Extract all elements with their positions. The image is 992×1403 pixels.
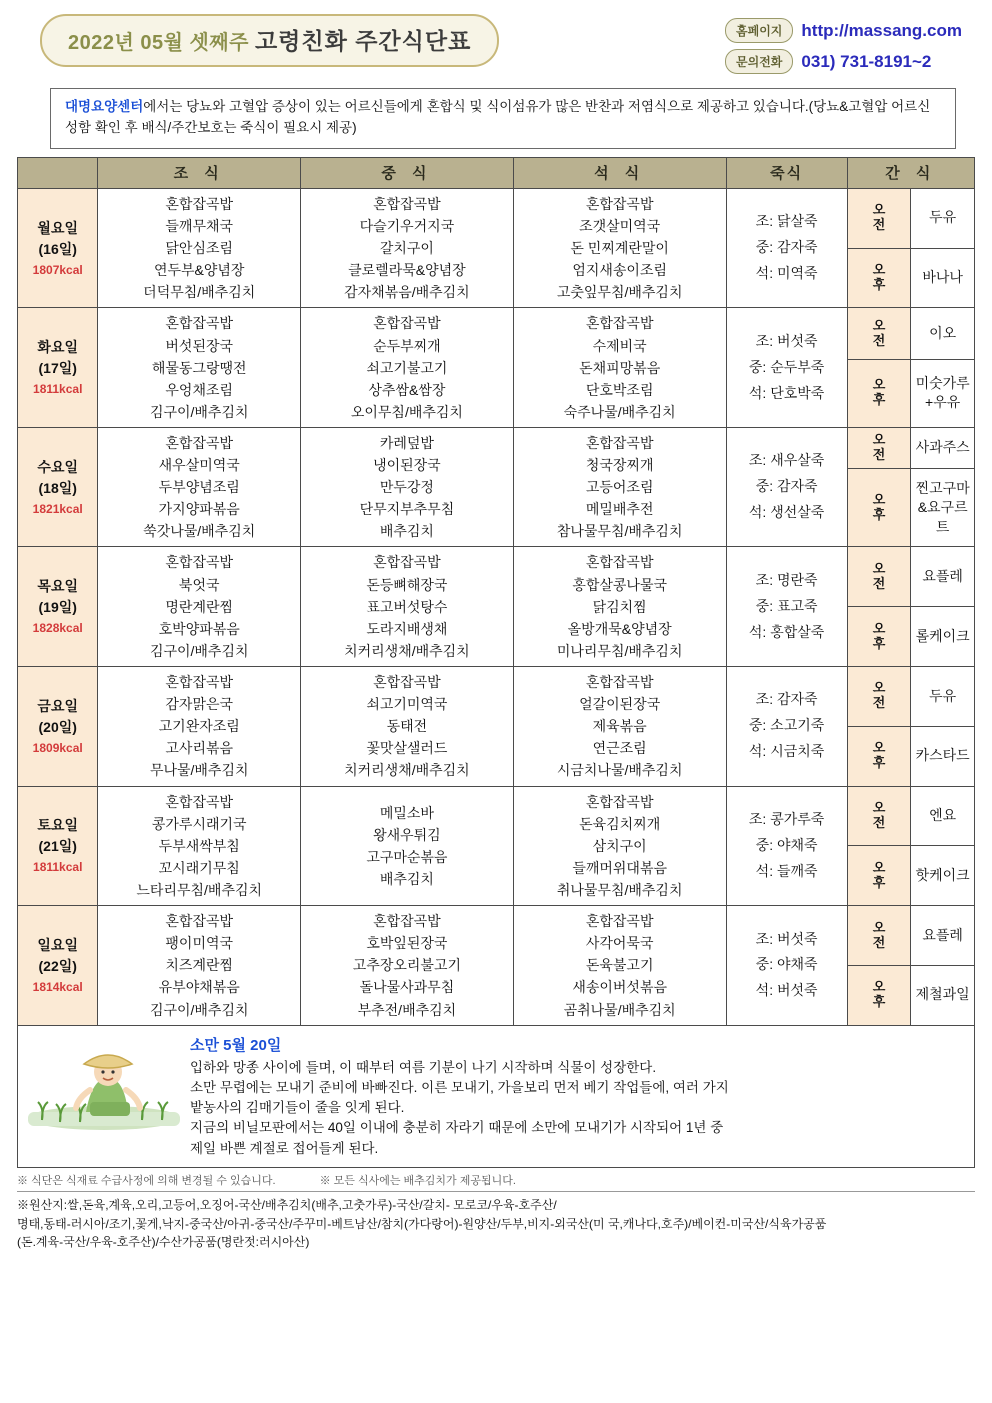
dinner-cell xyxy=(513,547,726,667)
table-row xyxy=(18,427,975,468)
contact-block xyxy=(725,18,962,80)
menu-item: 만두강정 xyxy=(379,479,434,496)
menu-item: 혼합잡곡밥 xyxy=(165,434,234,451)
homepage-line xyxy=(725,18,962,43)
table-row xyxy=(18,906,975,966)
menu-item: 느타리무침/배추김치 xyxy=(136,882,263,899)
notice-facility-name: 대명요양센터 xyxy=(65,99,144,114)
menu-item: 상추쌈&쌈장 xyxy=(368,381,446,398)
day-cell xyxy=(18,667,98,787)
snack-period-pm: 오 후 xyxy=(847,469,911,547)
snack-item: 두유 xyxy=(929,687,957,704)
header-day xyxy=(18,157,98,188)
day-cell xyxy=(18,427,98,547)
porridge-item: 중: 표고죽 xyxy=(755,597,818,614)
snack-pm-cell xyxy=(911,607,975,667)
menu-item: 김구이/배추김치 xyxy=(149,403,249,420)
porridge-item: 조: 버섯죽 xyxy=(755,930,818,947)
phone-label: 문의전화 xyxy=(725,49,793,74)
snack-pm-cell xyxy=(911,359,975,427)
day-date: (17일) xyxy=(38,360,77,377)
day-cell xyxy=(18,906,98,1026)
season-box xyxy=(17,1026,975,1168)
menu-item: 쑥갓나물/배추김치 xyxy=(143,523,256,540)
menu-item: 감자채볶음/배추김치 xyxy=(344,284,470,301)
snack-period-am: 오 전 xyxy=(847,547,911,607)
menu-item: 돈육불고기 xyxy=(585,957,654,974)
menu-item: 갈치구이 xyxy=(379,240,434,257)
dinner-cell xyxy=(513,188,726,308)
lunch-cell xyxy=(301,308,514,428)
menu-item: 더덕무침/배추김치 xyxy=(143,284,256,301)
menu-item: 냉이된장국 xyxy=(373,457,441,474)
day-kcal: 1828kcal xyxy=(32,621,83,636)
porridge-item: 석: 시금치죽 xyxy=(748,743,825,760)
porridge-item: 중: 감자죽 xyxy=(755,239,818,256)
header-porridge: 죽식 xyxy=(726,157,847,188)
snack-period-pm: 오 후 xyxy=(847,965,911,1025)
breakfast-cell xyxy=(98,188,301,308)
table-row xyxy=(18,308,975,359)
day-cell xyxy=(18,786,98,906)
season-line: 지금의 비닐모판에서는 40일 이내에 충분히 자라기 때문에 소만에 모내기가 시작되어 1년 중 xyxy=(190,1120,724,1136)
day-name: 목요일 xyxy=(37,578,78,595)
day-date: (20일) xyxy=(38,718,77,735)
menu-item: 팽이미역국 xyxy=(165,935,234,952)
lunch-cell xyxy=(301,786,514,906)
phone-line xyxy=(725,49,962,74)
porridge-item: 조: 닭살죽 xyxy=(755,213,818,230)
snack-period-am: 오 전 xyxy=(847,188,911,248)
menu-item: 혼합잡곡밥 xyxy=(165,315,234,332)
snack-period-pm: 오 후 xyxy=(847,726,911,786)
snack-am-cell xyxy=(911,547,975,607)
snack-am-cell xyxy=(911,906,975,966)
menu-item: 꼬시래기무침 xyxy=(158,859,240,876)
menu-item: 홍합살콩나물국 xyxy=(572,576,667,593)
menu-item: 혼합잡곡밥 xyxy=(165,195,234,212)
porridge-item: 석: 들깨죽 xyxy=(755,862,818,879)
menu-item: 콩가루시래기국 xyxy=(151,815,247,832)
menu-item: 치커리생채/배추김치 xyxy=(344,642,470,659)
menu-item: 올방개묵&양념장 xyxy=(567,620,672,637)
menu-item: 곰취나물/배추김치 xyxy=(563,1001,676,1018)
menu-item: 혼합잡곡밥 xyxy=(585,793,654,810)
menu-item: 고등어조림 xyxy=(585,479,654,496)
menu-item: 김구이/배추김치 xyxy=(149,1001,249,1018)
footnotes xyxy=(17,1172,975,1252)
porridge-item: 석: 단호박죽 xyxy=(748,384,825,401)
menu-item: 수제비국 xyxy=(592,337,647,354)
menu-item: 유부야채볶음 xyxy=(158,979,240,996)
menu-item: 연근조림 xyxy=(592,740,647,757)
menu-item: 치즈계란찜 xyxy=(165,957,234,974)
snack-period-pm: 오 후 xyxy=(847,607,911,667)
menu-item: 새우살미역국 xyxy=(158,457,240,474)
homepage-url[interactable]: http://massang.com xyxy=(801,20,962,40)
porridge-cell xyxy=(726,427,847,547)
season-text xyxy=(184,1032,968,1159)
menu-item: 삼치구이 xyxy=(592,837,647,854)
porridge-item: 조: 새우살죽 xyxy=(748,452,825,469)
footnote-change: ※ 식단은 식재료 수급사정에 의해 변경될 수 있습니다. xyxy=(17,1174,276,1187)
snack-item: 두유 xyxy=(929,209,957,226)
snack-item: 요플레 xyxy=(922,926,963,943)
snack-item: 찐고구마 xyxy=(915,479,970,496)
menu-item: 배추김치 xyxy=(379,523,434,540)
porridge-cell xyxy=(726,188,847,308)
lunch-cell xyxy=(301,427,514,547)
origin-info xyxy=(17,1196,975,1252)
snack-pm-cell xyxy=(911,469,975,547)
breakfast-cell xyxy=(98,667,301,787)
page-header xyxy=(14,10,978,80)
menu-item: 얼갈이된장국 xyxy=(579,696,661,713)
menu-item: 클로렐라묵&양념장 xyxy=(348,262,466,279)
snack-item: 이오 xyxy=(929,324,957,341)
menu-item: 돌나물사과무침 xyxy=(359,979,455,996)
lunch-cell xyxy=(301,667,514,787)
dinner-cell xyxy=(513,667,726,787)
season-body xyxy=(190,1058,968,1159)
menu-item: 새송이버섯볶음 xyxy=(572,979,667,996)
menu-item: 버섯된장국 xyxy=(165,337,234,354)
snack-pm-cell xyxy=(911,965,975,1025)
day-name: 일요일 xyxy=(37,936,78,953)
menu-item: 북엇국 xyxy=(178,576,220,593)
menu-item: 사각어묵국 xyxy=(585,935,654,952)
day-kcal: 1811kcal xyxy=(33,860,83,875)
menu-item: 혼합잡곡밥 xyxy=(585,315,654,332)
menu-item: 김구이/배추김치 xyxy=(149,642,249,659)
menu-item: 돈채피망볶음 xyxy=(579,359,661,376)
day-date: (18일) xyxy=(38,479,77,496)
menu-item: 두부새싹부침 xyxy=(158,837,240,854)
snack-am-cell xyxy=(911,188,975,248)
menu-item: 취나물무침/배추김치 xyxy=(556,882,683,899)
day-name: 금요일 xyxy=(37,697,78,714)
day-kcal: 1814kcal xyxy=(32,979,83,994)
menu-item: 쇠고기미역국 xyxy=(366,696,448,713)
day-date: (22일) xyxy=(38,957,77,974)
table-header-row xyxy=(18,157,975,188)
porridge-item: 석: 홍합살죽 xyxy=(748,623,825,640)
menu-item: 돈 민찌계란말이 xyxy=(570,240,669,257)
porridge-item: 중: 야채죽 xyxy=(755,836,818,853)
lunch-cell xyxy=(301,188,514,308)
menu-item: 혼합잡곡밥 xyxy=(373,554,441,571)
menu-item: 혼합잡곡밥 xyxy=(165,674,234,691)
menu-item: 호박양파볶음 xyxy=(158,620,240,637)
day-kcal: 1809kcal xyxy=(32,740,83,755)
snack-item: 제철과일 xyxy=(915,986,970,1003)
breakfast-cell xyxy=(98,427,301,547)
menu-item: 배추김치 xyxy=(379,870,434,887)
menu-item: 단호박조림 xyxy=(585,381,654,398)
snack-item: 롤케이크 xyxy=(915,627,970,644)
lunch-cell xyxy=(301,547,514,667)
menu-item: 미나리무침/배추김치 xyxy=(556,642,683,659)
day-name: 수요일 xyxy=(37,458,78,475)
phone-number: 031) 731-8191~2 xyxy=(801,51,932,71)
menu-item: 혼합잡곡밥 xyxy=(585,195,654,212)
day-date: (19일) xyxy=(38,599,77,616)
menu-item: 청국장찌개 xyxy=(585,457,654,474)
snack-period-pm: 오 후 xyxy=(847,248,911,308)
snack-am-cell xyxy=(911,308,975,359)
menu-item: 왕새우튀김 xyxy=(373,826,441,843)
header-snack: 간 식 xyxy=(847,157,974,188)
season-line: 제일 바쁜 계절로 접어들게 된다. xyxy=(190,1140,379,1156)
notice-box xyxy=(50,88,956,149)
dinner-cell xyxy=(513,786,726,906)
title-main: 고령친화 주간식단표 xyxy=(254,28,472,54)
menu-item: 카레덮밥 xyxy=(379,434,434,451)
menu-item: 치커리생채/배추김치 xyxy=(344,762,470,779)
porridge-cell xyxy=(726,308,847,428)
porridge-item: 중: 야채죽 xyxy=(755,956,818,973)
menu-item: 메밀소바 xyxy=(379,804,434,821)
menu-item: 순두부찌개 xyxy=(373,337,441,354)
footnote-row xyxy=(17,1172,975,1192)
origin-line: (돈.계육-국산/우육-호주산)/수산가공품(명란젓:러시아산) xyxy=(17,1235,310,1250)
day-cell xyxy=(18,308,98,428)
menu-item: 감자맑은국 xyxy=(165,696,234,713)
snack-period-am: 오 전 xyxy=(847,906,911,966)
title-period: 2022년 05월 셋째주 xyxy=(68,32,249,54)
menu-item: 시금치나물/배추김치 xyxy=(556,762,683,779)
menu-item: 가지양파볶음 xyxy=(158,501,240,518)
day-kcal: 1821kcal xyxy=(32,501,83,516)
menu-item: 표고버섯탕수 xyxy=(366,598,448,615)
menu-item: 혼합잡곡밥 xyxy=(373,195,441,212)
menu-item: 명란계란찜 xyxy=(165,598,234,615)
day-date: (16일) xyxy=(38,240,77,257)
menu-item: 고춧잎무침/배추김치 xyxy=(556,284,683,301)
menu-item: 무나물/배추김치 xyxy=(149,762,249,779)
menu-item: 혼합잡곡밥 xyxy=(165,913,234,930)
snack-period-am: 오 전 xyxy=(847,308,911,359)
snack-period-pm: 오 후 xyxy=(847,846,911,906)
menu-item: 제육볶음 xyxy=(592,718,647,735)
menu-item: 고구마순볶음 xyxy=(366,848,448,865)
snack-item: 엔요 xyxy=(929,807,957,824)
menu-item: 혼합잡곡밥 xyxy=(373,315,441,332)
menu-item: 도라지배생채 xyxy=(366,620,448,637)
snack-item: 바나나 xyxy=(922,269,963,286)
snack-item: +우유 xyxy=(925,394,961,411)
menu-item: 해물동그랑땡전 xyxy=(151,359,247,376)
snack-item: 요플레 xyxy=(922,568,963,585)
porridge-item: 조: 버섯죽 xyxy=(755,332,818,349)
season-title: 소만 5월 20일 xyxy=(190,1036,282,1054)
menu-item: 고기완자조림 xyxy=(158,718,240,735)
snack-pm-cell xyxy=(911,726,975,786)
menu-item: 호박잎된장국 xyxy=(366,935,448,952)
day-name: 월요일 xyxy=(37,219,78,236)
menu-item: 들깨무채국 xyxy=(165,217,234,234)
day-name: 화요일 xyxy=(37,339,78,356)
farmer-illustration-icon xyxy=(24,1032,184,1132)
menu-item: 혼합잡곡밥 xyxy=(373,913,441,930)
menu-item: 혼합잡곡밥 xyxy=(585,674,654,691)
menu-item: 혼합잡곡밥 xyxy=(373,674,441,691)
porridge-item: 중: 감자죽 xyxy=(755,478,818,495)
day-cell xyxy=(18,188,98,308)
menu-item: 혼합잡곡밥 xyxy=(585,913,654,930)
day-kcal: 1811kcal xyxy=(33,382,83,397)
breakfast-cell xyxy=(98,547,301,667)
menu-item: 연두부&양념장 xyxy=(153,262,245,279)
menu-item: 단무지부추무침 xyxy=(359,501,455,518)
snack-am-cell xyxy=(911,786,975,846)
porridge-cell xyxy=(726,786,847,906)
menu-item: 우엉채조림 xyxy=(165,381,234,398)
season-line: 입하와 망종 사이에 들며, 이 때부터 여름 기분이 나기 시작하며 식물이 성장한다. xyxy=(190,1059,657,1075)
dinner-cell xyxy=(513,308,726,428)
porridge-item: 석: 미역죽 xyxy=(755,265,818,282)
snack-pm-cell xyxy=(911,248,975,308)
menu-item: 엄지새송이조림 xyxy=(572,262,667,279)
snack-item: 핫케이크 xyxy=(915,866,970,883)
menu-item: 돈등뼈해장국 xyxy=(366,576,448,593)
snack-item: 미숫가루 xyxy=(915,374,970,391)
menu-item: 오이무침/배추김치 xyxy=(350,403,463,420)
dinner-cell xyxy=(513,427,726,547)
snack-item: 사과주스 xyxy=(915,439,970,456)
breakfast-cell xyxy=(98,308,301,428)
menu-item: 고사리볶음 xyxy=(165,740,234,757)
snack-am-cell xyxy=(911,427,975,468)
header-dinner: 석 식 xyxy=(513,157,726,188)
porridge-item: 석: 생선살죽 xyxy=(748,504,825,521)
table-row xyxy=(18,667,975,727)
menu-item: 들깨머위대볶음 xyxy=(572,859,667,876)
table-row xyxy=(18,547,975,607)
day-date: (21일) xyxy=(38,838,77,855)
homepage-label: 홈페이지 xyxy=(725,18,793,43)
day-cell xyxy=(18,547,98,667)
menu-item: 다슬기우거지국 xyxy=(359,217,455,234)
menu-item: 혼합잡곡밥 xyxy=(165,554,234,571)
table-row xyxy=(18,188,975,248)
origin-line: 명태,동태-러시아/조기,꽃게,낙지-중국산/아귀-중국산/주꾸미-베트남산/참치(가다랑어)-원양산/두부,비지-외국산(미 국,캐나다,호주)/베이컨-미국산/식육가공품 xyxy=(17,1216,827,1231)
day-kcal: 1807kcal xyxy=(32,262,83,277)
menu-item: 숙주나물/배추김치 xyxy=(563,403,676,420)
porridge-cell xyxy=(726,667,847,787)
day-name: 토요일 xyxy=(37,817,78,834)
breakfast-cell xyxy=(98,906,301,1026)
breakfast-cell xyxy=(98,786,301,906)
menu-item: 꽃맛살샐러드 xyxy=(366,740,448,757)
season-line: 밭농사의 김매기들이 줄을 잇게 된다. xyxy=(190,1100,405,1116)
porridge-item: 중: 순두부죽 xyxy=(748,358,825,375)
lunch-cell xyxy=(301,906,514,1026)
menu-item: 혼합잡곡밥 xyxy=(165,793,234,810)
menu-item: 두부양념조림 xyxy=(158,479,240,496)
snack-period-am: 오 전 xyxy=(847,786,911,846)
snack-pm-cell xyxy=(911,846,975,906)
snack-item: 카스타드 xyxy=(915,747,970,764)
menu-item: 고추장오리불고기 xyxy=(352,957,461,974)
header-breakfast: 조 식 xyxy=(98,157,301,188)
menu-item: 동태전 xyxy=(386,718,428,735)
menu-item: 메밀배추전 xyxy=(585,501,654,518)
snack-period-am: 오 전 xyxy=(847,667,911,727)
porridge-item: 조: 감자죽 xyxy=(755,691,818,708)
menu-item: 혼합잡곡밥 xyxy=(585,554,654,571)
footnote-kimchi: ※ 모든 식사에는 배추김치가 제공됩니다. xyxy=(319,1174,516,1187)
porridge-item: 조: 명란죽 xyxy=(755,571,818,588)
header-lunch: 중 식 xyxy=(301,157,514,188)
menu-item: 조갯살미역국 xyxy=(579,217,661,234)
porridge-item: 석: 버섯죽 xyxy=(755,982,818,999)
menu-item: 참나물무침/배추김치 xyxy=(556,523,683,540)
porridge-item: 조: 콩가루죽 xyxy=(748,811,825,828)
menu-item: 쇠고기불고기 xyxy=(366,359,448,376)
porridge-cell xyxy=(726,547,847,667)
menu-item: 혼합잡곡밥 xyxy=(585,434,654,451)
notice-text: 에서는 당뇨와 고혈압 증상이 있는 어르신들에게 혼합식 및 식이섬유가 많은 반찬과 저염식으로 제공하고 있습니다.(당뇨&고혈압 어르신 성함 확인 후 배식/주간보호는 죽식이 필요시 제공) xyxy=(65,99,931,135)
season-line: 소만 무렵에는 모내기 준비에 바빠진다. 이른 모내기, 가을보리 먼저 베기 작업들에, 여러 가지 xyxy=(190,1079,729,1095)
weekly-menu-table xyxy=(17,157,975,1026)
menu-item: 부추전/배추김치 xyxy=(357,1001,457,1018)
dinner-cell xyxy=(513,906,726,1026)
menu-item: 닭김치찜 xyxy=(592,598,647,615)
snack-period-pm: 오 후 xyxy=(847,359,911,427)
page-title xyxy=(40,14,499,67)
porridge-cell xyxy=(726,906,847,1026)
origin-line: ※원산지:쌀,돈육,계육,오리,고등어,오징어-국산/배추김치(배추,고춧가루)-국산/갈치- 모로코/우육-호주산/ xyxy=(17,1197,557,1212)
table-row xyxy=(18,786,975,846)
snack-am-cell xyxy=(911,667,975,727)
menu-item: 돈육김치찌개 xyxy=(579,815,661,832)
snack-item: &요구르트 xyxy=(917,499,968,535)
porridge-item: 중: 소고기죽 xyxy=(748,717,825,734)
snack-period-am: 오 전 xyxy=(847,427,911,468)
menu-item: 닭안심조림 xyxy=(165,240,234,257)
